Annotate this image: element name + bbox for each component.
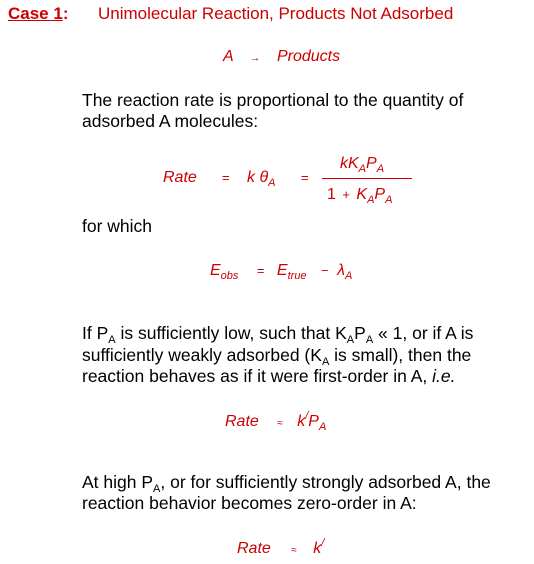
eq2: $E_{obs} = E_{true} - \lambda_A$ <box>210 262 353 282</box>
case-heading <box>8 4 69 24</box>
eq1-denominator: $1 + K_AP_A$ <box>327 186 393 206</box>
para2-line1: If $P_A$ is sufficiently low, such that $K_AP_A$ « 1, or if A is <box>82 323 474 346</box>
eq1-k-theta: k $\theta_A$ <box>247 169 276 189</box>
product: Products <box>276 48 341 65</box>
para3-line2: reaction behavior becomes zero-order in A: <box>82 493 417 513</box>
arrow: → <box>249 52 261 64</box>
para2-line2: sufficiently weakly adsorbed ($K_A$ is small), then the <box>82 345 472 368</box>
eq1-equals2: = <box>301 170 309 185</box>
eq1-equals1: = <box>222 170 230 185</box>
reactant: A <box>223 48 234 65</box>
reaction-equation <box>223 48 340 66</box>
for-which: for which <box>82 216 153 236</box>
para2-line3: reaction behaves as if it were first-order in A, i.e. <box>82 366 456 386</box>
para1-line2: adsorbed A molecules: <box>82 111 259 131</box>
eq1-lhs: Rate <box>163 169 197 186</box>
eq4: Rate ≈ k/ <box>237 537 325 557</box>
eq1-numerator: $kK_AP_A$ <box>340 155 385 175</box>
case-colon: : <box>62 4 69 23</box>
para1-line1: The reaction rate is proportional to the quantity of <box>82 90 464 110</box>
eq1-fraction-bar <box>322 178 412 179</box>
eq3: Rate ≈ $k^/P_A$ <box>225 410 327 433</box>
para3-line1: At high $P_A$, or for sufficiently strongly adsorbed A, the <box>82 472 491 495</box>
case-label: Case 1 <box>8 4 63 23</box>
case-title: Unimolecular Reaction, Products Not Adsorbed <box>98 4 454 23</box>
